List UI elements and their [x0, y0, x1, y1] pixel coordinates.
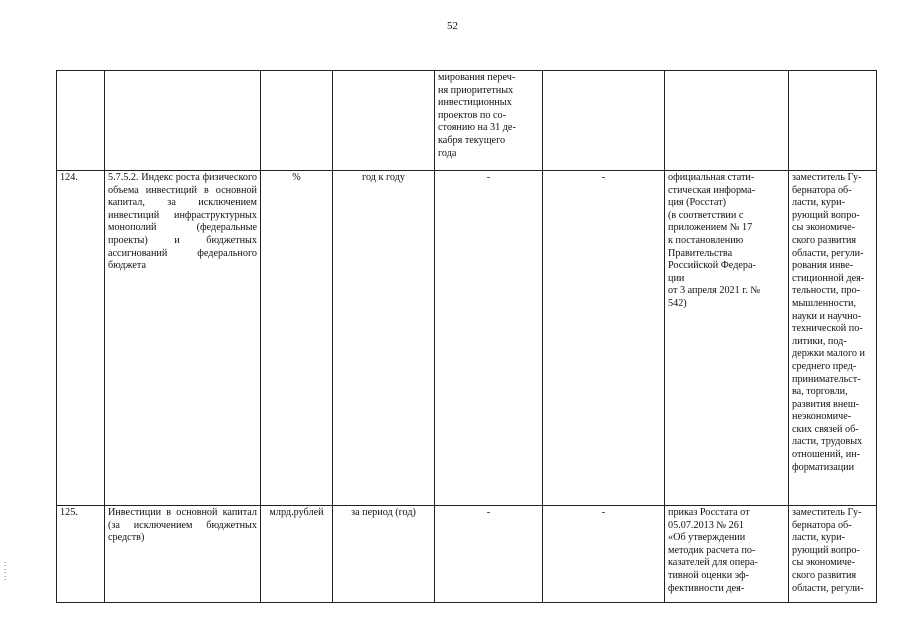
- value-cell: -: [543, 506, 665, 603]
- responsible-cell: заместитель Гу- бернатора об- ласти, кури- рующий вопро- сы экономиче- ского развития области, регули- рования инве- стиционной дея- тельности, про- мышленности, науки и научно- технической по- литики, под- держки малого и среднего пред- принимательст- ва, торговли, развития внеш- неэкономиче- ских связей об- ласти, трудовых отношений, ин- форматизации: [789, 171, 877, 506]
- source-cell: приказ Росстата от 05.07.2013 № 261 «Об утверждении методик расчета по- казателей для опера- тивной оценки эф- фективности дея-: [665, 506, 789, 603]
- table-row: [57, 71, 877, 171]
- source-cell: официальная стати- стическая информа- ция (Росстат) (в соответствии с приложением № 17 к постановлению Правительства Российской Федера- ции от 3 апреля 2021 г. № 542): [665, 171, 789, 506]
- margin-mark: : : :: [4, 559, 7, 582]
- source-cell: [665, 71, 789, 171]
- period-cell: [333, 71, 435, 171]
- period-cell: год к году: [333, 171, 435, 506]
- table-row: [57, 506, 877, 603]
- method-cell: -: [435, 171, 543, 506]
- method-cell: мирования переч- ня приоритетных инвестиционных проектов по со- стоянию на 31 де- кабря текущего года: [435, 71, 543, 171]
- responsible-cell: заместитель Гу- бернатора об- ласти, кури- рующий вопро- сы экономиче- ского развития области, регули-: [789, 506, 877, 603]
- method-cell: -: [435, 506, 543, 603]
- indicator-name-cell: Инвестиции в основной капитал (за исключением бюджетных средств): [105, 506, 261, 603]
- row-number-cell: 124.: [57, 171, 105, 506]
- indicators-table: [56, 70, 877, 603]
- indicator-name-cell: [105, 71, 261, 171]
- responsible-cell: [789, 71, 877, 171]
- value-cell: -: [543, 171, 665, 506]
- period-cell: за период (год): [333, 506, 435, 603]
- table-row: [57, 171, 877, 506]
- row-number-cell: 125.: [57, 506, 105, 603]
- unit-cell: %: [261, 171, 333, 506]
- unit-cell: [261, 71, 333, 171]
- unit-cell: млрд.рублей: [261, 506, 333, 603]
- value-cell: [543, 71, 665, 171]
- page-number: 52: [447, 20, 458, 32]
- row-number-cell: [57, 71, 105, 171]
- indicator-name-cell: 5.7.5.2. Индекс роста физического объема инвестиций в основной капитал, за исключением инвестиций инфраструктурных монополий (федеральные проекты) и бюджетных ассигнований федерального бюджета: [105, 171, 261, 506]
